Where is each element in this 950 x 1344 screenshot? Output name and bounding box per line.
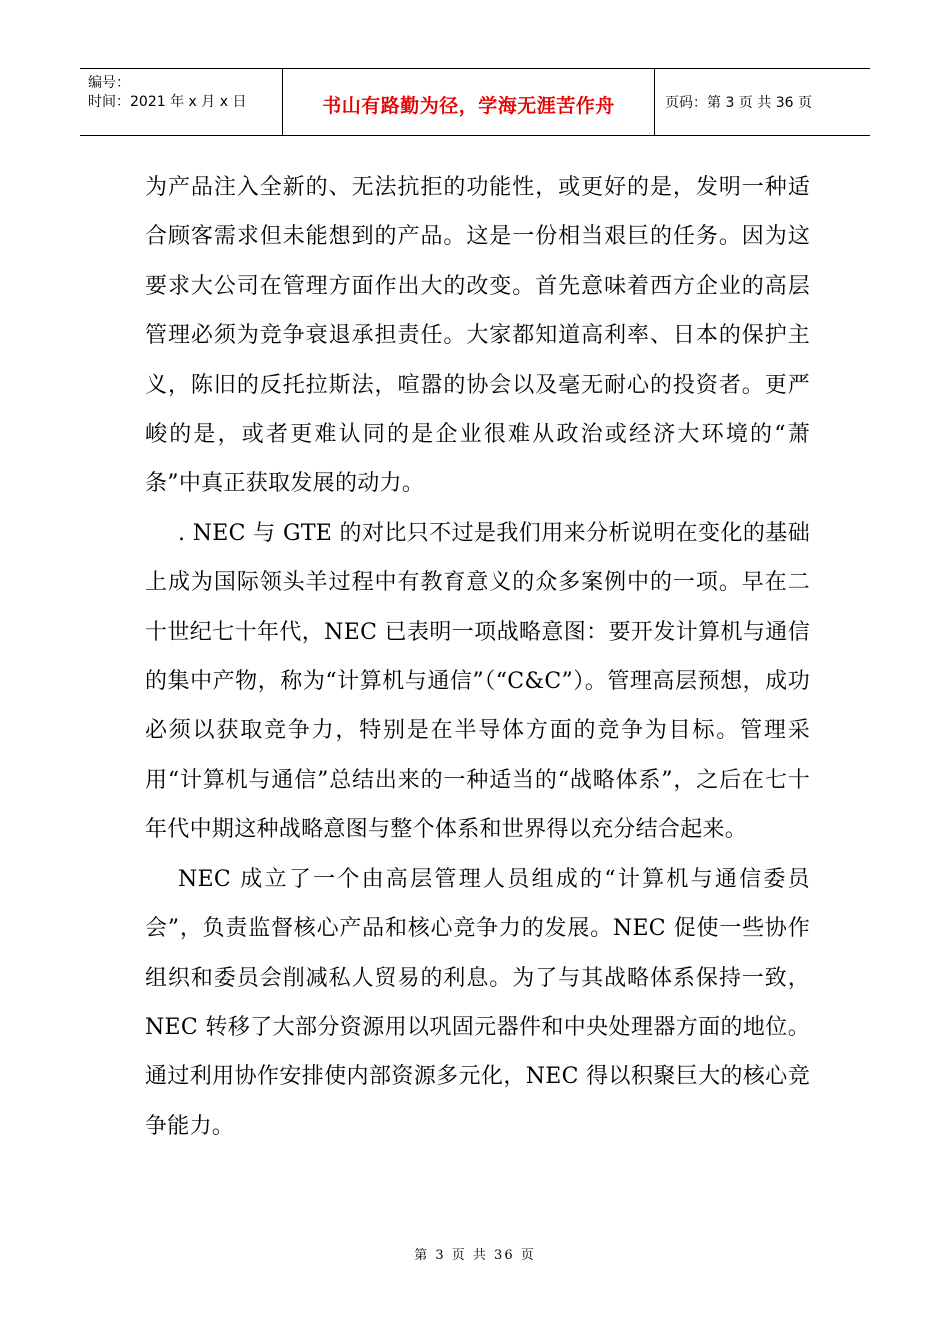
page-header [80, 68, 870, 136]
header-page-info: 页码：第 3 页 共 36 页 [665, 95, 812, 111]
header-page-cell [655, 69, 870, 135]
header-motto-cell [283, 69, 655, 135]
document-body [145, 163, 810, 1151]
header-motto: 书山有路勤为径，学海无涯苦作舟 [322, 94, 615, 117]
header-meta-cell [80, 69, 283, 135]
document-number-label: 编号： [88, 75, 130, 91]
body-paragraph: 为产品注入全新的、无法抗拒的功能性，或更好的是，发明一种适合顾客需求但未能想到的产品。这是一份相当艰巨的任务。因为这要求大公司在管理方面作出大的改变。首先意味着西方企业的高层管理必须为竞争衰退承担责任。大家都知道高利率、日本的保护主义，陈旧的反托拉斯法，喧嚣的协会以及毫无耐心的投资者。更严峻的是，或者更难认同的是企业很难从政治或经济大环境的“萧条”中真正获取发展的动力。 [145, 175, 810, 497]
body-paragraph: NEC 成立了一个由高层管理人员组成的“计算机与通信委员会”，负责监督核心产品和核心竞争力的发展。NEC 促使一些协作组织和委员会削减私人贸易的利息。为了与其战略体系保持一致，NEC 转移了大部分资源用以巩固元器件和中央处理器方面的地位。通过利用协作安排使内部资源多元化，NEC 得以积聚巨大的核心竞争能力。 [145, 866, 810, 1139]
document-date: 时间：2021 年 x 月 x 日 [88, 94, 247, 110]
page-footer: 第 3 页 共 36 页 [414, 1248, 536, 1263]
body-paragraph: . NEC 与 GTE 的对比只不过是我们用来分析说明在变化的基础上成为国际领头羊过程中有教育意义的众多案例中的一项。早在二十世纪七十年代，NEC 已表明一项战略意图：要开发计算机与通信的集中产物，称为“计算机与通信”（“C&C”）。管理高层预想，成功必须以获取竞争力，特别是在半导体方面的竞争为目标。管理采用“计算机与通信”总结出来的一种适当的“战略体系”，之后在七十年代中期这种战略意图与整个体系和世界得以充分结合起来。 [145, 520, 810, 843]
